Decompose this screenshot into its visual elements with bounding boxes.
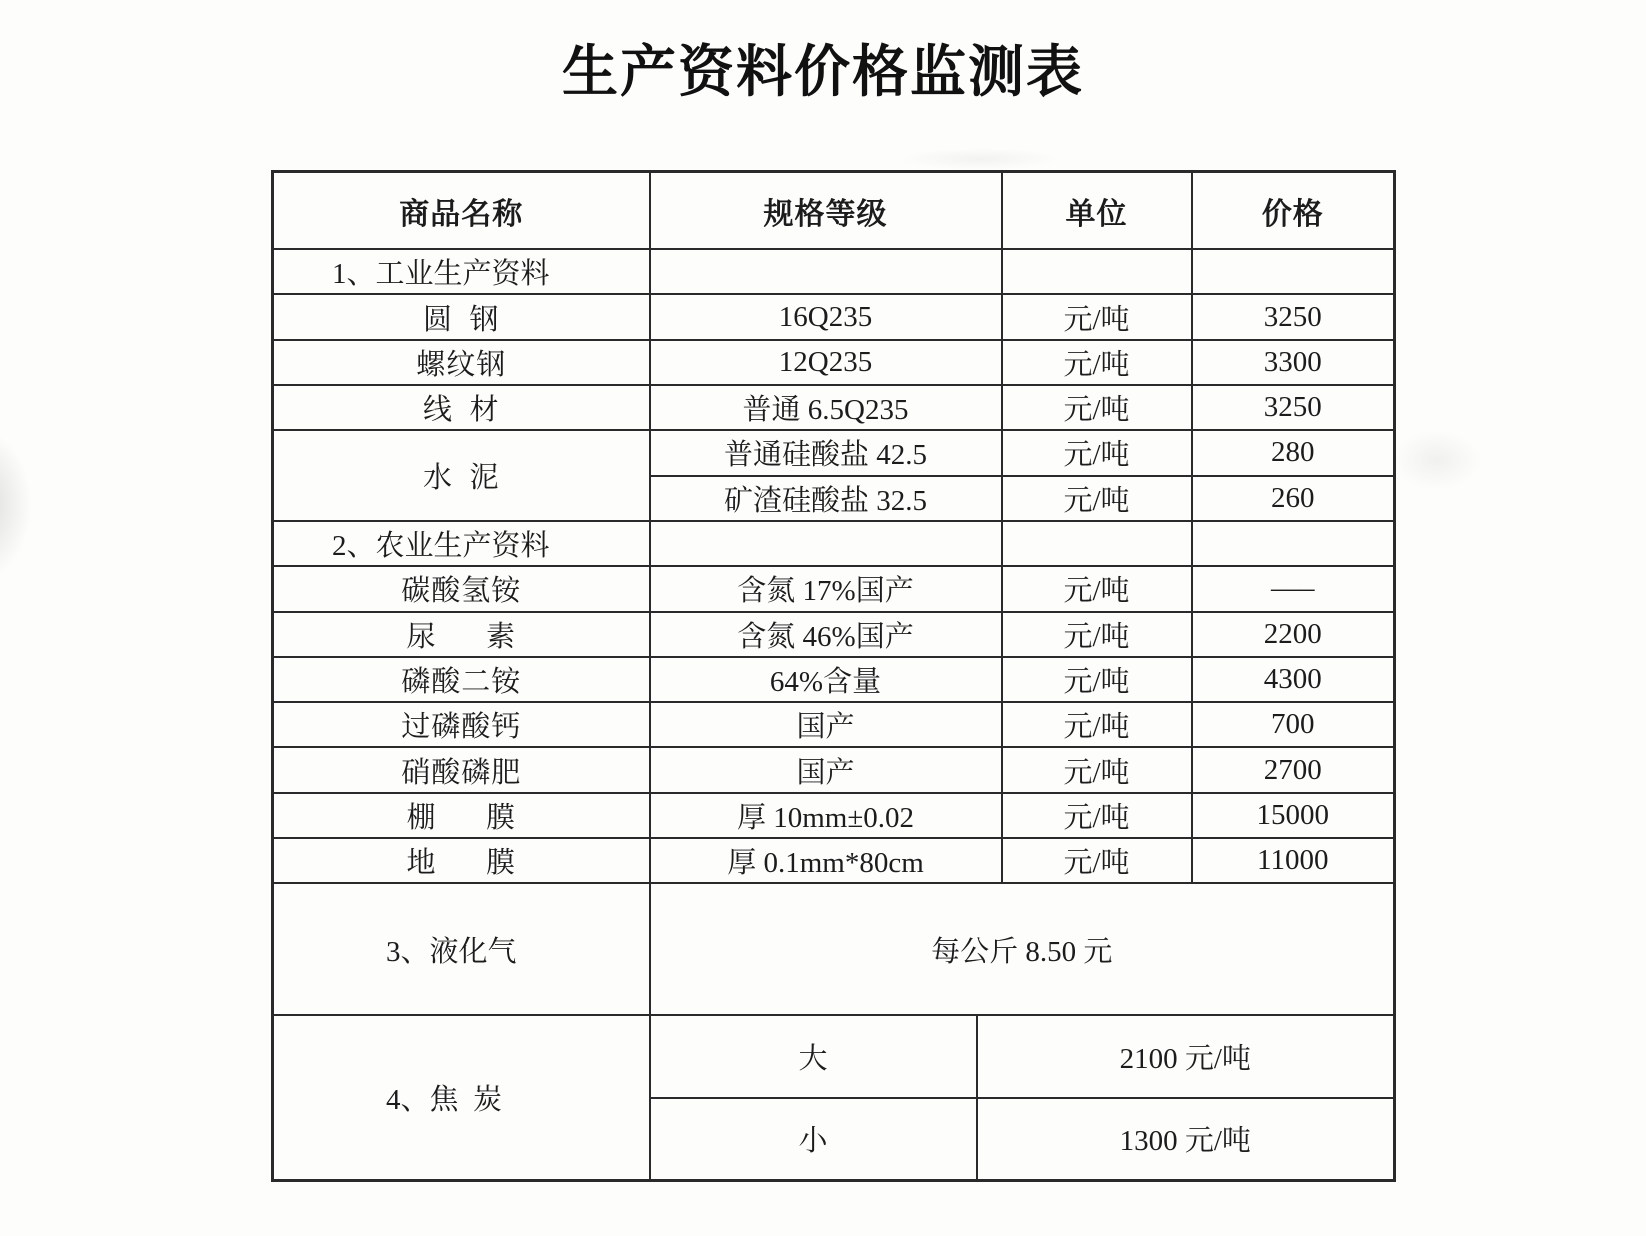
table-row-cement-1	[273, 430, 1395, 475]
unit-cell: 元/吨	[1002, 838, 1192, 883]
price-cell: –––	[1192, 566, 1395, 611]
empty-cell	[1192, 521, 1395, 566]
coke-size-cell: 小	[650, 1098, 977, 1181]
spec-cell: 国产	[650, 702, 1002, 747]
table-row-round-steel	[273, 294, 1395, 339]
spec-cell: 厚 0.1mm*80cm	[650, 838, 1002, 883]
table-header-row	[273, 172, 1395, 250]
price-monitoring-table	[271, 170, 1396, 1182]
price-cell: 2200	[1192, 612, 1395, 657]
product-name-cell: 尿 素	[273, 612, 650, 657]
product-name-cell: 硝酸磷肥	[273, 747, 650, 792]
spec-cell: 12Q235	[650, 340, 1002, 385]
table-row-urea	[273, 612, 1395, 657]
coke-price-cell: 2100 元/吨	[977, 1015, 1395, 1098]
spec-cell: 厚 10mm±0.02	[650, 793, 1002, 838]
col-header-unit: 单位	[1002, 172, 1192, 250]
spec-cell: 含氮 17%国产	[650, 566, 1002, 611]
scan-smudge	[900, 148, 1060, 170]
price-cell: 3250	[1192, 385, 1395, 430]
spec-cell: 64%含量	[650, 657, 1002, 702]
unit-cell: 元/吨	[1002, 340, 1192, 385]
unit-cell: 元/吨	[1002, 385, 1192, 430]
coke-size-cell: 大	[650, 1015, 977, 1098]
spec-cell: 普通 6.5Q235	[650, 385, 1002, 430]
unit-cell: 元/吨	[1002, 430, 1192, 475]
unit-cell: 元/吨	[1002, 612, 1192, 657]
unit-cell: 元/吨	[1002, 476, 1192, 521]
spec-cell: 16Q235	[650, 294, 1002, 339]
table-row-wire-rod	[273, 385, 1395, 430]
price-cell: 2700	[1192, 747, 1395, 792]
section-label: 3、液化气	[273, 883, 650, 1015]
unit-cell: 元/吨	[1002, 793, 1192, 838]
empty-cell	[650, 249, 1002, 294]
scan-smudge	[0, 430, 32, 580]
section-row-industrial	[273, 249, 1395, 294]
price-cell: 3250	[1192, 294, 1395, 339]
table-row-coke-large	[273, 1015, 1395, 1098]
table-row-diammonium-phosphate	[273, 657, 1395, 702]
price-cell: 4300	[1192, 657, 1395, 702]
product-name-cell: 线 材	[273, 385, 650, 430]
unit-cell: 元/吨	[1002, 657, 1192, 702]
col-header-product-name: 商品名称	[273, 172, 650, 250]
lpg-price-cell: 每公斤 8.50 元	[650, 883, 1395, 1015]
unit-cell: 元/吨	[1002, 294, 1192, 339]
empty-cell	[1002, 521, 1192, 566]
table-row-nitrophosphate	[273, 747, 1395, 792]
coke-price-cell: 1300 元/吨	[977, 1098, 1395, 1181]
section-label: 4、焦 炭	[273, 1015, 650, 1180]
empty-cell	[650, 521, 1002, 566]
spec-cell: 含氮 46%国产	[650, 612, 1002, 657]
product-name-cell: 棚 膜	[273, 793, 650, 838]
spec-cell: 国产	[650, 747, 1002, 792]
product-name-cell: 圆 钢	[273, 294, 650, 339]
product-name-cell: 地 膜	[273, 838, 650, 883]
table-row-greenhouse-film	[273, 793, 1395, 838]
product-name-cell: 磷酸二铵	[273, 657, 650, 702]
spec-cell: 矿渣硅酸盐 32.5	[650, 476, 1002, 521]
price-cell: 15000	[1192, 793, 1395, 838]
section-row-lpg	[273, 883, 1395, 1015]
table-row-superphosphate	[273, 702, 1395, 747]
unit-cell: 元/吨	[1002, 747, 1192, 792]
table-row-rebar	[273, 340, 1395, 385]
price-cell: 280	[1192, 430, 1395, 475]
col-header-price: 价格	[1192, 172, 1395, 250]
section-label: 2、农业生产资料	[273, 521, 650, 566]
section-label: 1、工业生产资料	[273, 249, 650, 294]
unit-cell: 元/吨	[1002, 566, 1192, 611]
product-name-cell: 螺纹钢	[273, 340, 650, 385]
spec-cell: 普通硅酸盐 42.5	[650, 430, 1002, 475]
empty-cell	[1002, 249, 1192, 294]
col-header-spec-grade: 规格等级	[650, 172, 1002, 250]
page-title: 生产资料价格监测表	[562, 42, 1084, 104]
empty-cell	[1192, 249, 1395, 294]
product-name-cell: 过磷酸钙	[273, 702, 650, 747]
price-cell: 260	[1192, 476, 1395, 521]
price-cell: 700	[1192, 702, 1395, 747]
product-name-cell: 碳酸氢铵	[273, 566, 650, 611]
table-row-mulch-film	[273, 838, 1395, 883]
section-row-agricultural	[273, 521, 1395, 566]
scan-smudge	[1392, 430, 1482, 490]
price-cell: 11000	[1192, 838, 1395, 883]
unit-cell: 元/吨	[1002, 702, 1192, 747]
product-name-cell: 水 泥	[273, 430, 650, 521]
price-cell: 3300	[1192, 340, 1395, 385]
table-row-ammonium-bicarbonate	[273, 566, 1395, 611]
